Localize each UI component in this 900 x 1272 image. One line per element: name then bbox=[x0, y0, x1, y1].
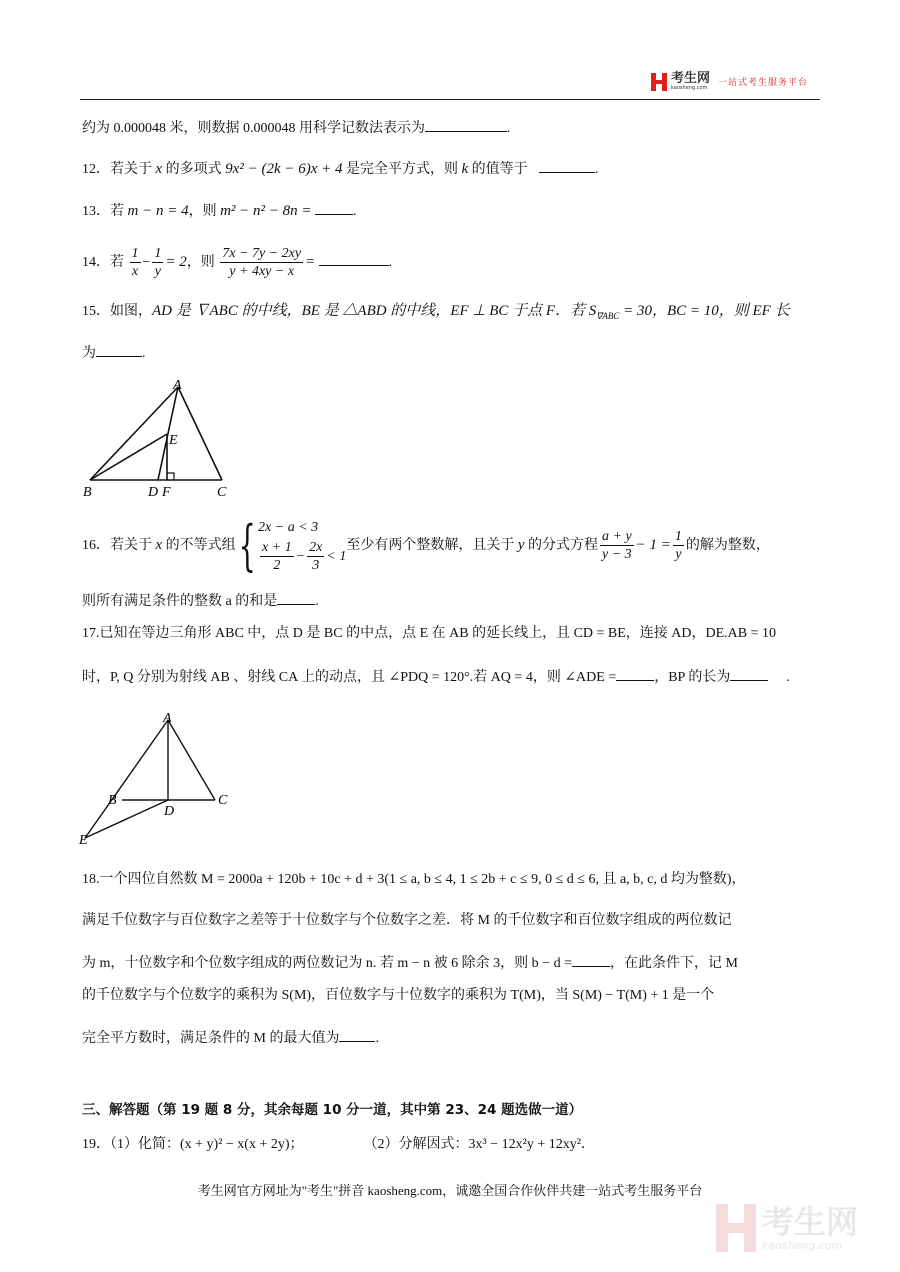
q18-1-text: 18.一个四位自然数 M = 2000a + 120b + 10c + d + 3(1 ≤ a, b ≤ 4, 1 ≤ 2b + c ≤ 9, 0 ≤ d ≤ 6, 且 a, b, c, d 均为整数)， bbox=[82, 872, 746, 887]
header-divider bbox=[80, 99, 820, 100]
figure-q17 bbox=[75, 708, 245, 853]
question-19 bbox=[82, 1135, 595, 1155]
q12-b-text: 的多项式 bbox=[162, 162, 226, 177]
q16-fd-text: y − 3 bbox=[602, 547, 632, 563]
footer-text: 考生网官方网址为"考生"拼音 kaosheng.com，诚邀全国合作伙伴共建一站式考生服务平台 bbox=[197, 1183, 703, 1198]
q16-sys2m-text: − bbox=[295, 548, 306, 564]
label-B: B bbox=[108, 793, 117, 808]
domain-text: kaosheng.com bbox=[762, 1238, 843, 1252]
question-18-line3 bbox=[82, 952, 738, 974]
question-12: 12．若关于 x 的多项式 9x² − (2k − 6)x + 4 是完全平方式，则 k 的值等于 . bbox=[82, 158, 599, 180]
q13-cond-text: m − n = 4 bbox=[127, 203, 189, 219]
question-15 bbox=[82, 301, 790, 326]
q18-3a-text: 为 m，十位数字和个位数字组成的两位数记为 n. 若 m − n 被 6 除余 3，则 b − d = bbox=[82, 956, 572, 971]
q15-a-text: 15．如图， bbox=[82, 304, 152, 319]
question-16: 16．若关于 x 的不等式组{ 2x − a < 3 $\frac{x + 1}{2}$ − $\frac{2x}{3}$ < 1 至少有两个整数解，且关于 y 的分式方程 $\frac{a + y}{y - 3}$ − 1 = $\frac{1}{y}$ 的解为整数， bbox=[82, 513, 770, 577]
question-18-line2 bbox=[82, 911, 731, 931]
q15-e-text: = 30，BC = 10，则 EF 长 bbox=[619, 303, 790, 319]
watermark-logo bbox=[716, 1204, 858, 1252]
question-16-line2: 则所有满足条件的整数 a 的和是 . bbox=[82, 590, 319, 612]
q16-sys2n2-text: 2x bbox=[309, 540, 323, 556]
q15-2-text: 为 bbox=[82, 346, 96, 361]
q16-x-text: x bbox=[155, 537, 163, 553]
question-17-line2: 时，P, Q 分别为射线 AB 、射线 CA 上的动点，且 ∠PDQ = 120°.若 AQ = 4，则 ∠ADE = ，BP 的长为 . bbox=[82, 666, 790, 688]
q16-sys1-text: 2x − a < 3 bbox=[258, 520, 319, 536]
q12-c-text: 是完全平方式，则 bbox=[342, 162, 462, 177]
label-D: D bbox=[164, 804, 175, 819]
answer-blank bbox=[319, 251, 389, 266]
q17-2b-text: ，BP 的长为 bbox=[654, 670, 731, 685]
answer-blank bbox=[539, 158, 595, 173]
label-C: C bbox=[217, 485, 227, 500]
label-C: C bbox=[218, 793, 228, 808]
q12-d-text: 的值等于 bbox=[468, 162, 528, 177]
question-18 bbox=[82, 870, 746, 890]
label-F: F bbox=[162, 485, 171, 500]
q14-f3d-text: y + 4xy − x bbox=[229, 264, 295, 280]
q14-b-text: ，则 bbox=[186, 255, 215, 270]
logo-mark-icon bbox=[651, 73, 667, 91]
q18-2-text: 满足千位数字与百位数字之差等于十位数字与个位数字之差．将 M 的千位数字和百位数字组成的两位数记 bbox=[82, 913, 732, 928]
figure-q15 bbox=[80, 375, 250, 505]
label-A: A bbox=[163, 711, 172, 726]
answer-blank bbox=[315, 200, 353, 215]
q14-a-text: 14．若 bbox=[82, 255, 124, 270]
q16-sys2lt-text: < 1 bbox=[326, 548, 347, 564]
question-14: 14．若 $\frac{1}{x}$ − $\frac{1}{y}$ = 2，则 $\frac{7x - 7y - 2xy}{y + 4xy - x}$ = . bbox=[82, 246, 393, 280]
q12-k-text: k bbox=[461, 161, 469, 177]
q17-2a-text: 时，P, Q 分别为射线 AB 、射线 CA 上的动点，且 ∠PDQ = 120°.若 AQ = 4，则 ∠ADE = bbox=[82, 670, 617, 685]
answer-blank bbox=[425, 117, 507, 132]
name-text: 考生网 bbox=[762, 1202, 859, 1241]
q12-expr-text: 9x² − (2k − 6)x + 4 bbox=[225, 161, 343, 177]
question-18-line5: 完全平方数时，满足条件的 M 的最大值为 . bbox=[82, 1027, 379, 1049]
q16-d-text: 的分式方程 bbox=[524, 538, 598, 553]
q18-3b-text: ，在此条件下，记 M bbox=[609, 956, 738, 971]
q15-d-text: EF ⊥ BC 于点 F．若 S bbox=[450, 303, 597, 319]
q16-c-text: 至少有两个整数解，且关于 bbox=[346, 538, 518, 553]
q12-x-text: x bbox=[155, 161, 163, 177]
q14-f1n-text: 1 bbox=[131, 246, 139, 262]
answer-blank bbox=[339, 1027, 375, 1042]
q16-a-text: 16．若关于 bbox=[82, 538, 156, 553]
answer-blank bbox=[616, 666, 654, 681]
q14-eq-text: = 2 bbox=[165, 254, 187, 270]
q16-gd-text: y bbox=[675, 547, 682, 563]
label-E: E bbox=[169, 433, 178, 448]
q14-f2n-text: 1 bbox=[154, 246, 162, 262]
question-15-line2: 为 . bbox=[82, 342, 146, 364]
q14-eq2-text: = bbox=[305, 254, 316, 270]
question-13: 13．若 m − n = 4，则 m² − n² − 8n = . bbox=[82, 200, 357, 222]
slogan: 一站式考生服务平台 bbox=[718, 78, 809, 88]
q11-tail-text: 约为 0.000048 米，则数据 0.000048 用科学记数法表示为 bbox=[82, 121, 425, 136]
q16-y-text: y bbox=[517, 537, 525, 553]
q16-mid-text: − 1 = bbox=[635, 537, 671, 553]
answer-blank bbox=[96, 342, 142, 357]
logo-domain: kaosheng.com bbox=[671, 85, 708, 91]
q18-4-text: 的千位数字与个位数字的乘积为 S(M)，百位数字与十位数字的乘积为 T(M)，当 S(M) − T(M) + 1 是一个 bbox=[82, 988, 715, 1003]
label-D: D bbox=[148, 485, 159, 500]
q13-expr-text: m² − n² − 8n = bbox=[220, 203, 312, 219]
q19-a-text: 19．（1）化简：(x + y)² − x(x + 2y)； bbox=[82, 1137, 304, 1152]
q11-tail: 约为 0.000048 米，则数据 0.000048 用科学记数法表示为 . bbox=[82, 117, 511, 139]
label-E: E bbox=[79, 833, 88, 848]
q16-sys2d2-text: 3 bbox=[312, 558, 320, 574]
q17-1-text: 17.已知在等边三角形 ABC 中，点 D 是 BC 的中点，点 E 在 AB 的延长线上，且 CD = BE，连接 AD，DE.AB = 10 bbox=[82, 626, 777, 641]
q13-a-text: 13．若 bbox=[82, 204, 128, 219]
q14-f2d-text: y bbox=[154, 264, 162, 280]
q18-5-text: 完全平方数时，满足条件的 M 的最大值为 bbox=[82, 1031, 340, 1046]
q14-f3n-text: 7x − 7y − 2xy bbox=[222, 246, 302, 262]
q15-c-text: BE 是 △ABD 的中线， bbox=[301, 303, 451, 319]
kaosheng-logo bbox=[651, 72, 808, 91]
label-A: A bbox=[173, 378, 182, 393]
question-17 bbox=[82, 624, 776, 644]
q16-sys2n1-text: x + 1 bbox=[262, 540, 292, 556]
section-3-heading: 三、解答题（第 19 题 8 分，其余每题 10 分一道，其中第 23、24 题选做一道） bbox=[82, 1102, 583, 1118]
q15-sub-text: ∇ABC bbox=[596, 310, 620, 321]
q16-b-text: 的不等式组 bbox=[162, 538, 236, 553]
q16-e-text: 的解为整数， bbox=[685, 538, 770, 553]
q14-minus-text: − bbox=[142, 255, 151, 270]
q14-f1d-text: x bbox=[131, 264, 139, 280]
q16-fn-text: a + y bbox=[602, 529, 632, 545]
answer-blank bbox=[277, 590, 315, 605]
question-18-line4 bbox=[82, 986, 714, 1006]
label-B: B bbox=[83, 485, 92, 500]
q16-sys2d1-text: 2 bbox=[273, 558, 281, 574]
q19-b-text: （2）分解因式：3x³ − 12x²y + 12xy²． bbox=[363, 1137, 595, 1152]
q13-b-text: ，则 bbox=[188, 204, 221, 219]
q15-b-text: AD 是 ∇ABC 的中线， bbox=[152, 303, 302, 319]
q16-gn-text: 1 bbox=[674, 529, 682, 545]
q12-a-text: 12．若关于 bbox=[82, 162, 156, 177]
answer-blank bbox=[730, 666, 768, 681]
q16-2-text: 则所有满足条件的整数 a 的和是 bbox=[82, 594, 278, 609]
watermark-mark-icon bbox=[716, 1204, 756, 1252]
answer-blank bbox=[572, 952, 610, 967]
logo-name: 考生网 bbox=[671, 71, 711, 86]
